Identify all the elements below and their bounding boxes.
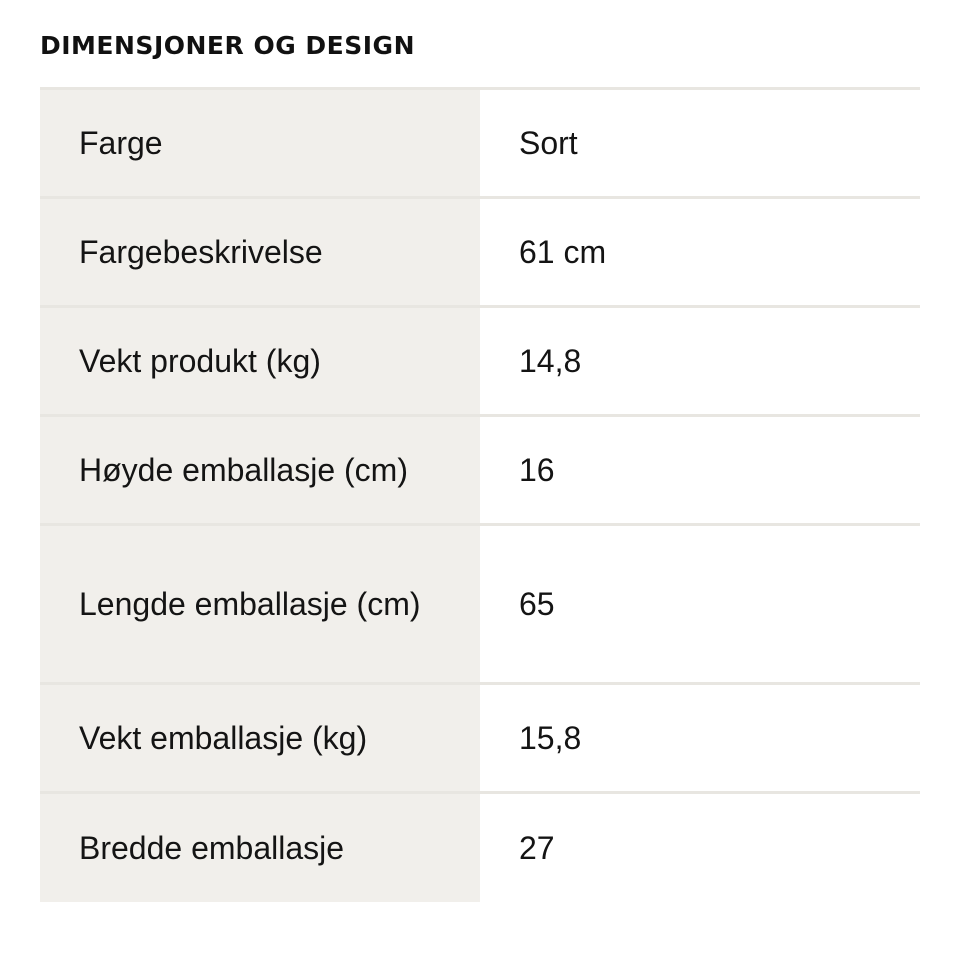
table-row [40,89,920,198]
table-row [40,198,920,307]
spec-label: Farge [40,89,480,198]
spec-label: Vekt emballasje (kg) [40,684,480,793]
spec-value: 15,8 [480,684,920,793]
spec-value: 27 [480,793,920,902]
table-row [40,307,920,416]
spec-label: Bredde emballasje [40,793,480,902]
spec-label: Lengde emballasje (cm) [40,525,480,684]
section-title: DIMENSJONER OG DESIGN [40,31,416,60]
spec-table [40,87,920,902]
spec-label: Fargebeskrivelse [40,198,480,307]
table-row [40,793,920,902]
spec-value: 14,8 [480,307,920,416]
table-row [40,525,920,684]
spec-value: Sort [480,89,920,198]
spec-value: 16 [480,416,920,525]
spec-value: 65 [480,525,920,684]
spec-label: Vekt produkt (kg) [40,307,480,416]
table-row [40,684,920,793]
spec-label: Høyde emballasje (cm) [40,416,480,525]
spec-value: 61 cm [480,198,920,307]
table-row [40,416,920,525]
